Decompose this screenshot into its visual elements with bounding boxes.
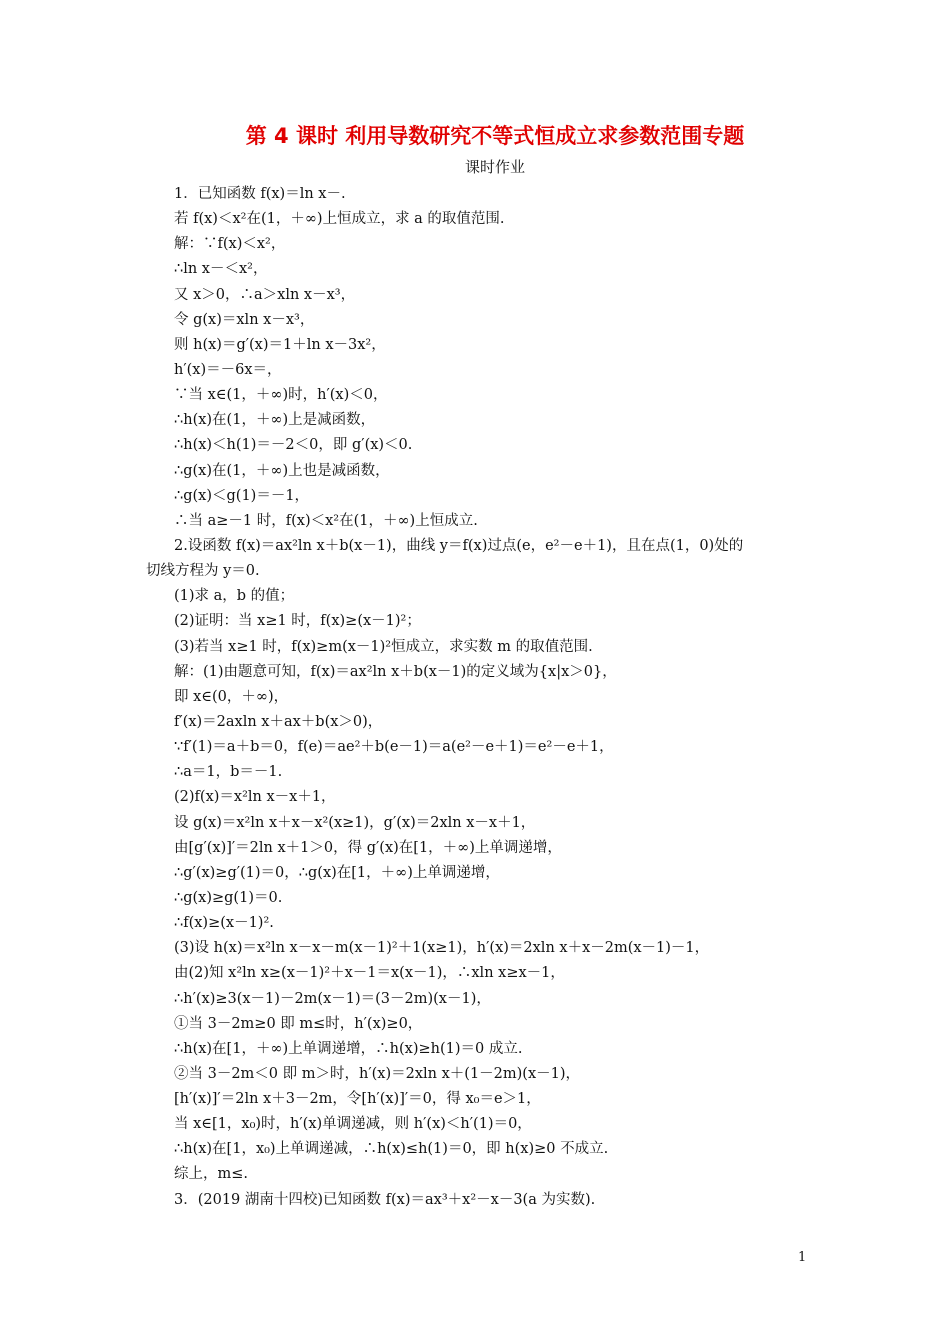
text-line: 1．已知函数 f(x)＝ln x－. (174, 186, 346, 202)
text-line: (2)f(x)＝x²ln x－x＋1， (174, 789, 336, 806)
text-line: 综上，m≤. (174, 1166, 249, 1183)
text-line: ∴h′(x)≥3(x－1)－2m(x－1)＝(3－2m)(x－1)， (174, 990, 491, 1007)
text-line: 设 g(x)＝x²ln x＋x－x²(x≥1)，g′(x)＝2xln x－x＋1， (174, 814, 536, 831)
text-line: (2)证明：当 x≥1 时，f(x)≥(x－1)²； (174, 613, 421, 630)
text-line: (3)若当 x≥1 时，f(x)≥m(x－1)²恒成立，求实数 m 的取值范围. (174, 638, 593, 655)
text-line: h′(x)＝－6x＝， (174, 361, 282, 378)
text-line: ∴g(x)在(1，＋∞)上也是减函数， (174, 462, 390, 479)
text-line: 由(2)知 x²ln x≥(x－1)²＋x－1＝x(x－1)，∴xln x≥x－1， (174, 965, 565, 982)
text-line: ①当 3－2m≥0 即 m≤时，h′(x)≥0， (174, 1015, 423, 1032)
text-line: 2.设函数 f(x)＝ax²ln x＋b(x－1)，曲线 y＝f(x)过点(e，e²－e＋1)，且在点(1，0)处的 (174, 537, 744, 554)
text-line: 当 x∈[1，x₀)时，h′(x)单调递减，则 h′(x)＜h′(1)＝0， (174, 1116, 532, 1133)
text-line: ②当 3－2m＜0 即 m＞时，h′(x)＝2xln x＋(1－2m)(x－1)， (174, 1065, 581, 1082)
text-line: 又 x＞0，∴a＞xln x－x³， (174, 286, 356, 303)
text-line: ∴g′(x)≥g′(1)＝0，∴g(x)在[1，＋∞)上单调递增， (174, 864, 500, 881)
text-line: ∴h(x)在[1，x₀)上单调递减，∴h(x)≤h(1)＝0，即 h(x)≥0 不成立. (174, 1141, 609, 1158)
text-line: ∴当 a≥－1 时，f(x)＜x²在(1，＋∞)上恒成立. (174, 512, 478, 529)
text-line: 若 f(x)＜x²在(1，＋∞)上恒成立，求 a 的取值范围. (174, 211, 505, 228)
text-line: ∴h(x)＜h(1)＝－2＜0，即 g′(x)＜0. (174, 437, 413, 454)
text-line: 切线方程为 y＝0. (146, 563, 260, 580)
text-line: ∴g(x)＜g(1)＝－1， (174, 487, 310, 504)
text-line: (1)求 a，b 的值； (174, 588, 295, 605)
text-line: 解：(1)由题意可知，f(x)＝ax²ln x＋b(x－1)的定义域为{x|x＞0}， (174, 663, 617, 680)
page-subtitle: 课时作业 (464, 158, 525, 176)
page-title: 第 4 课时 利用导数研究不等式恒成立求参数范围专题 (245, 124, 745, 148)
text-line: f′(x)＝2axln x＋ax＋b(x＞0)， (174, 713, 383, 730)
text-line: 则 h(x)＝g′(x)＝1＋ln x－3x²， (174, 336, 386, 353)
text-line: 由[g′(x)]′＝2ln x＋1＞0，得 g′(x)在[1，＋∞)上单调递增， (174, 839, 562, 856)
text-line: 即 x∈(0，＋∞)， (174, 688, 289, 705)
text-line: (3)设 h(x)＝x²ln x－x－m(x－1)²＋1(x≥1)，h′(x)＝2xln x＋x－2m(x－1)－1， (174, 940, 710, 957)
page-number: 1 (798, 1250, 807, 1265)
text-line: ∴h(x)在[1，＋∞)上单调递增，∴h(x)≥h(1)＝0 成立. (174, 1040, 523, 1057)
text-line: ∴ln x－＜x²， (174, 261, 268, 278)
text-line: [h′(x)]′＝2ln x＋3－2m，令[h′(x)]′＝0，得 x₀＝e＞1， (174, 1091, 541, 1108)
text-line: ∴a＝1，b＝－1. (174, 764, 283, 781)
text-line: ∴f(x)≥(x－1)². (174, 915, 274, 932)
text-line: ∴h(x)在(1，＋∞)上是减函数， (174, 412, 376, 429)
text-line: 3．(2019 湖南十四校)已知函数 f(x)＝ax³＋x²－x－3(a 为实数). (174, 1191, 596, 1208)
document-body (146, 182, 814, 1213)
text-line: 令 g(x)＝xln x－x³， (174, 311, 315, 328)
text-line: ∴g(x)≥g(1)＝0. (174, 889, 283, 906)
text-line: ∵f′(1)＝a＋b＝0，f(e)＝ae²＋b(e－1)＝a(e²－e＋1)＝e²－e＋1， (174, 739, 614, 756)
text-line: ∵当 x∈(1，＋∞)时，h′(x)＜0， (174, 387, 388, 404)
text-line: 解：∵f(x)＜x²， (174, 236, 286, 253)
